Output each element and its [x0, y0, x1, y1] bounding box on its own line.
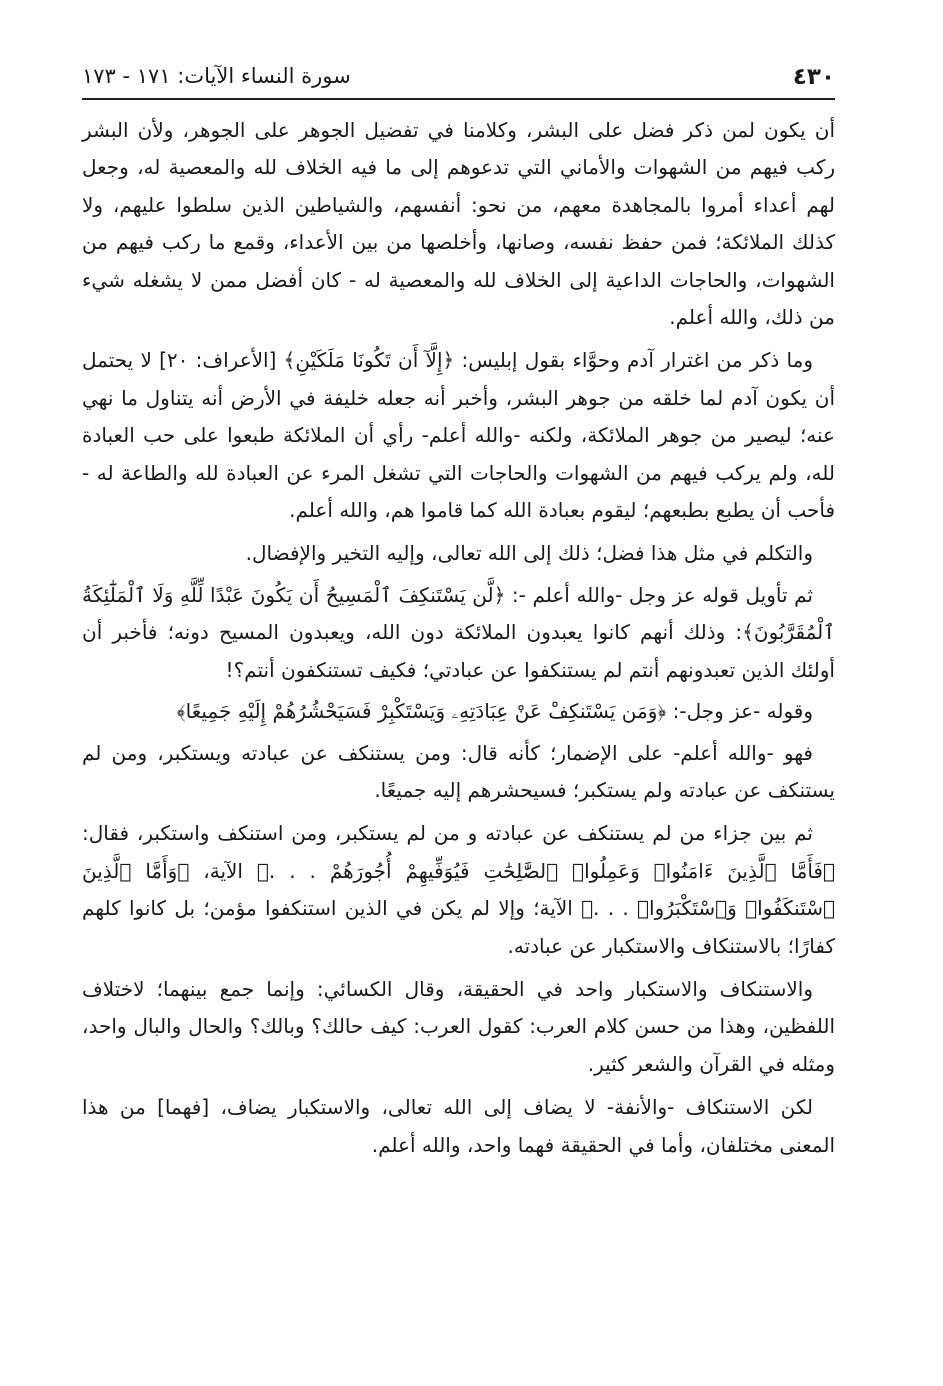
- paragraph: والتكلم في مثل هذا فضل؛ ذلك إلى الله تعالى، وإليه التخير والإفضال.: [245, 541, 813, 566]
- paragraph: فهو -والله أعلم- على الإضمار؛ كأنه قال: ومن يستنكف عن عبادته ويستكبر، ومن لم يستنكف عن عبادته ولم يستكبر؛ فسيحشرهم إليه جميعًا.: [82, 740, 835, 802]
- paragraph: وما ذكر من اغترار آدم وحوَّاء بقول إبليس: ﴿إِلَّآ أَن تَكُونَا مَلَكَيْنِ﴾ [الأعراف: ٢٠] لا يحتمل أن يكون آدم لما خلقه من جوهر البشر، وأخبر أنه جعله خليفة في الأرض أنه يتناول ما نهي عنه؛ ليصير من جوهر الملائكة، ولكنه -والله أعلم- رأي أن الملائكة طبعوا على حب العبادة لله، ولم يركب فيهم من الشهوات والحاجات التي تشغل المرء عن العبادة لله والطاعة له - فأحب أن يطبع بطبعهم؛ ليقوم بعبادة الله كما قاموا هم، والله أعلم.: [82, 348, 835, 523]
- paragraph: أن يكون لمن ذكر فضل على البشر، وكلامنا في تفضيل الجوهر على الجوهر، ولأن البشر ركب فيهم من الشهوات والأماني التي تدعوهم إلى ما فيه الخلاف لله والمعصية له، وجعل لهم أعداء أمروا بالمجاهدة معهم، من نحو: أنفسهم، والشياطين الذين سلطوا عليهم، ولا كذلك الملائكة؛ فمن حفظ نفسه، وصانها، وأخلصها من بين الأعداء، وقمع ما ركب فيهم من الشهوات، والحاجات الداعية إلى الخلاف لله والمعصية له - كان أفضل ممن لا يشغله شيء من ذلك، والله أعلم.: [82, 118, 835, 330]
- running-title: سورة النساء الآيات: ١٧١ - ١٧٣: [82, 64, 351, 88]
- paragraph: ثم تأويل قوله عز وجل -والله أعلم -: ﴿لَّن يَسْتَنكِفَ ٱلْمَسِيحُ أَن يَكُونَ عَبْدًا لِّلَّهِ وَلَا ٱلْمَلَٰٓئِكَةُ ٱلْمُقَرَّبُونَ﴾: وذلك أنهم كانوا يعبدون الملائكة دون الله، ويعبدون المسيح دونه؛ فأخبر أن أولئك الذين تعبدونهم أنتم لم يستنكفوا عن عبادتي؛ فكيف تستنكفون أنتم؟!: [82, 582, 835, 682]
- body-text: [82, 112, 835, 1168]
- paragraph: ثم بين جزاء من لم يستنكف عن عبادته و من لم يستكبر، ومن استنكف واستكبر، فقال: ﴿فَأَمَّا ٱلَّذِينَ ءَامَنُوا۟ وَعَمِلُوا۟ ٱلصَّٰلِحَٰتِ فَيُوَفِّيهِمْ أُجُورَهُمْ . . .﴾ الآية، ﴿وَأَمَّا ٱلَّذِينَ ٱسْتَنكَفُوا۟ وَٱسْتَكْبَرُوا۟ . . .﴾ الآية؛ وإلا لم يكن في الذين استنكفوا مؤمن؛ بل كانوا كلهم كفارًا؛ بالاستنكاف والاستكبار عن عبادته.: [82, 821, 835, 958]
- page-header: [82, 58, 835, 100]
- page-number: ٤٣٠: [792, 64, 835, 90]
- paragraph: وقوله -عز وجل-: ﴿وَمَن يَسْتَنكِفْ عَنْ عِبَادَتِهِۦ وَيَسْتَكْبِرْ فَسَيَحْشُرُهُمْ إِلَيْهِ جَمِيعًا﴾: [176, 699, 813, 724]
- paragraph: والاستنكاف والاستكبار واحد في الحقيقة، وقال الكسائي: وإنما جمع بينهما؛ لاختلاف اللفظين، وهذا من حسن كلام العرب: كقول العرب: كيف حالك؟ وبالك؟ والحال والبال واحد، ومثله في القرآن والشعر كثير.: [82, 976, 835, 1076]
- paragraph: لكن الاستنكاف -والأنفة- لا يضاف إلى الله تعالى، والاستكبار يضاف، [فهما] من هذا المعنى مختلفان، وأما في الحقيقة فهما واحد، والله أعلم.: [82, 1095, 835, 1157]
